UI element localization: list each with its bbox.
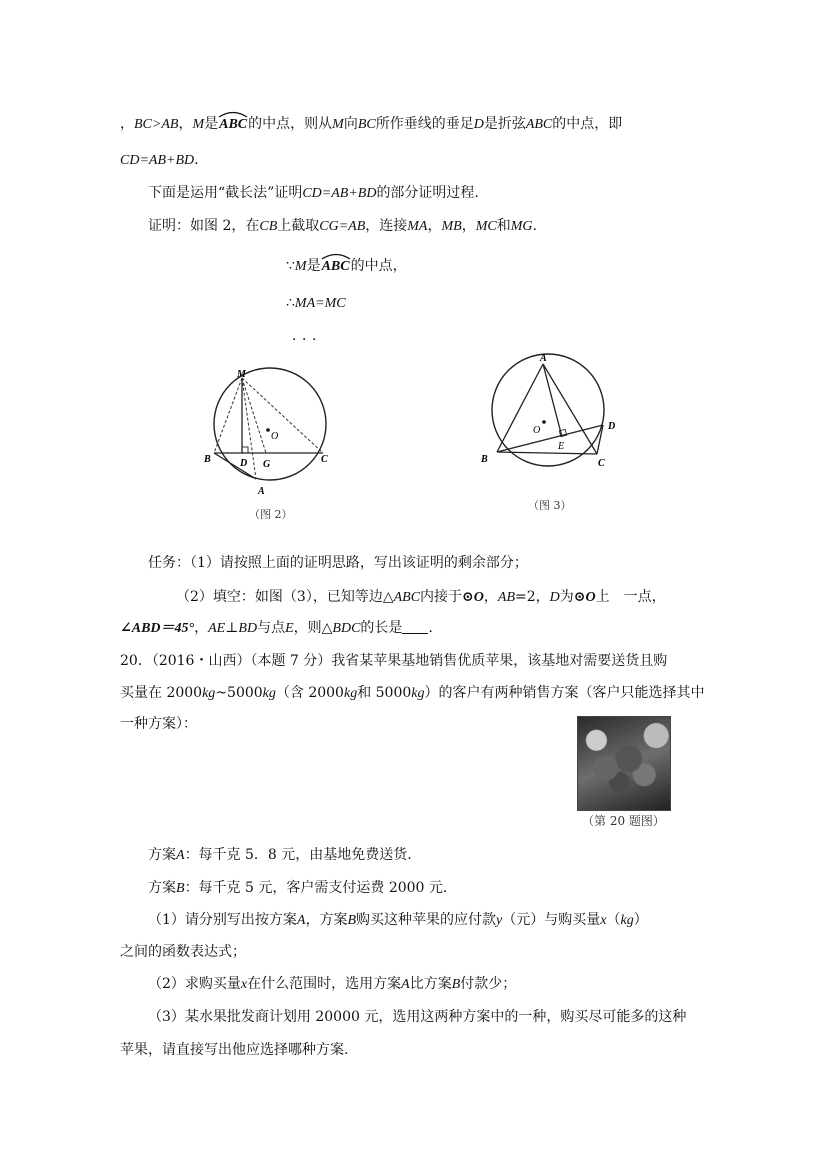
fig2-center-dot xyxy=(266,428,270,432)
fig3-label-o: O xyxy=(533,425,541,436)
math-b: B xyxy=(347,913,357,928)
fig3-caption: （图 3） xyxy=(528,499,572,512)
text: =2， xyxy=(515,589,550,605)
text: 下面是运用“截长法”证明 xyxy=(148,185,303,201)
text: . xyxy=(532,218,537,234)
unit-kg: kg xyxy=(202,686,216,701)
plan-a xyxy=(148,845,412,866)
text: （3）某水果批发商计划用 20000 元，选用这两种方案中的一种，购买尽可能多的这种 xyxy=(148,1009,687,1025)
math-ma-eq-mc: MA=MC xyxy=(294,296,346,311)
figure-3 xyxy=(474,350,624,475)
fig2-label-o: O xyxy=(271,431,279,442)
text: ，方案 xyxy=(305,912,348,928)
math-x: x xyxy=(240,977,248,992)
text: （含 2000 xyxy=(275,685,344,701)
math-cg: CG=AB xyxy=(319,219,366,234)
math-ab: AB xyxy=(497,590,515,605)
text: 的中点，即 xyxy=(552,116,623,132)
text: ， xyxy=(483,589,498,605)
text: ， xyxy=(461,218,476,234)
fig3-label-e: E xyxy=(558,441,565,452)
text: 是 xyxy=(306,258,321,274)
text: 付款少； xyxy=(460,976,517,992)
q1-line-1 xyxy=(148,910,648,931)
text: ~5000 xyxy=(215,685,263,701)
ellipsis: ．．． xyxy=(292,328,329,344)
math-a: A xyxy=(176,848,185,863)
text: 向 xyxy=(343,116,358,132)
text: 的中点， xyxy=(350,258,407,274)
text: （2）求购买量 xyxy=(148,976,241,992)
arc-abc-text: ABC xyxy=(219,117,248,132)
arc-abc xyxy=(321,257,351,277)
math-b: B xyxy=(176,881,185,896)
q3-line-2 xyxy=(120,1040,348,1060)
text: 任务：（1）请按照上面的证明思路，写出该证明的剩余部分； xyxy=(148,555,528,571)
fig3-center-dot xyxy=(542,420,546,424)
text: ，则△ xyxy=(293,620,333,636)
figure-2 xyxy=(196,364,346,499)
text: 方案 xyxy=(148,880,176,896)
q1-line-2 xyxy=(120,942,246,962)
text: 一种方案）： xyxy=(120,716,197,732)
text: 与点 xyxy=(257,620,286,636)
fig3-label-d: D xyxy=(608,421,616,432)
text: . xyxy=(194,152,199,168)
arc-abc-text: ABC xyxy=(321,259,350,274)
q2-line xyxy=(148,974,516,995)
fig3-label-b: B xyxy=(481,454,488,465)
math-cb: CB xyxy=(259,219,278,234)
math-m: M xyxy=(294,259,307,274)
math-mc: MC xyxy=(475,219,497,234)
text: 是折弦 xyxy=(483,116,526,132)
proof-ellipsis xyxy=(292,326,329,346)
text: 的长是 xyxy=(360,620,403,636)
text: ， xyxy=(194,620,209,636)
text: 为 xyxy=(559,589,574,605)
math-bc-gt-ab: BC>AB xyxy=(134,117,179,132)
circle-o-symbol: ⊙O xyxy=(462,590,484,605)
fig3-ae xyxy=(543,364,562,437)
unit-kg: kg xyxy=(411,686,425,701)
text: 内接于 xyxy=(420,589,463,605)
fig2-right-angle xyxy=(242,447,248,453)
fig2-label-a: A xyxy=(258,486,265,497)
math-mg: MG xyxy=(510,219,533,234)
text: （ xyxy=(606,912,621,928)
text: . xyxy=(428,620,433,636)
math-a: A xyxy=(296,913,306,928)
text: ：每千克 5．8 元，由基地免费送货. xyxy=(184,847,412,863)
plan-b xyxy=(148,878,447,899)
arc-abc xyxy=(218,115,248,135)
text: 上截取 xyxy=(277,218,320,234)
unit-kg: kg xyxy=(262,686,276,701)
fig3-ac xyxy=(543,364,597,454)
math-ae: AE xyxy=(208,621,226,636)
text: ）的客户有两种销售方案（客户只能选择其中 xyxy=(424,685,705,701)
text: 和 xyxy=(496,218,511,234)
math-e: E xyxy=(285,621,294,636)
photo-caption: （第 20 题图） xyxy=(582,814,665,828)
therefore-symbol: ∴ xyxy=(286,295,295,311)
math-d: D xyxy=(549,590,560,605)
proof-because xyxy=(286,256,407,277)
math-angle-abd: ∠ABD＝45° xyxy=(120,621,195,636)
intro-line-2 xyxy=(120,150,199,171)
math-y: y xyxy=(496,913,503,928)
perp-symbol: ⊥ xyxy=(225,620,239,636)
text: （2）填空：如图（3），已知等边△ xyxy=(176,589,394,605)
text: 方案 xyxy=(148,847,176,863)
task-line-2 xyxy=(176,587,666,608)
text: ） xyxy=(633,912,648,928)
unit-kg: kg xyxy=(620,913,634,928)
math-bdc: BDC xyxy=(332,621,361,636)
text: 买量在 2000 xyxy=(120,685,203,701)
math-m: M xyxy=(192,117,205,132)
fig3-label-a: A xyxy=(540,353,547,364)
text: 的部分证明过程. xyxy=(376,185,479,201)
math-bc: BC xyxy=(357,117,376,132)
circle-o-symbol: ⊙O xyxy=(573,590,596,605)
math-mb: MB xyxy=(441,219,462,234)
fig2-label-d: D xyxy=(240,458,248,469)
fig2-label-m: M xyxy=(237,369,246,380)
q20-line-1 xyxy=(120,651,667,671)
fig2-mc xyxy=(242,378,323,453)
text: 之间的函数表达式； xyxy=(120,944,246,960)
text: 的中点，则从 xyxy=(248,116,333,132)
q20-line-3 xyxy=(120,714,197,734)
math-b: B xyxy=(451,977,461,992)
text: 20．（2016・山西）（本题 7 分）我省某苹果基地销售优质苹果，该基地对需要送货且购 xyxy=(120,653,668,669)
math-ma: MA xyxy=(407,219,428,234)
fig2-caption: （图 2） xyxy=(249,508,293,521)
task-line-1 xyxy=(148,553,528,573)
text: 证明：如图 2，在 xyxy=(148,218,260,234)
fig3-ab xyxy=(497,364,543,452)
math-abc: ABC xyxy=(525,117,553,132)
math-bd: BD xyxy=(238,621,258,636)
text: （元）与购买量 xyxy=(502,912,601,928)
because-symbol: ∵ xyxy=(286,258,295,274)
math-cd-eq: CD=AB+BD xyxy=(302,186,377,201)
fig2-mb xyxy=(214,378,242,453)
answer-blank xyxy=(402,619,428,634)
proof-line-1 xyxy=(148,216,537,237)
text: ，连接 xyxy=(365,218,408,234)
text: 上 一点， xyxy=(595,589,666,605)
text: ， xyxy=(178,116,193,132)
math-abc: ABC xyxy=(393,590,421,605)
q20-line-2 xyxy=(120,683,705,704)
fig2-ab xyxy=(214,453,256,479)
proof-therefore xyxy=(286,293,346,314)
fig3-label-c: C xyxy=(598,458,605,469)
text: 比方案 xyxy=(409,976,452,992)
fig2-label-c: C xyxy=(321,454,328,465)
apple-photo xyxy=(577,716,671,811)
unit-kg: kg xyxy=(343,686,358,701)
text: 和 5000 xyxy=(357,685,412,701)
task-line-3 xyxy=(120,618,433,639)
fig2-label-b: B xyxy=(204,454,211,465)
text: ， xyxy=(120,116,134,132)
math-m: M xyxy=(332,117,344,132)
intro-line-1 xyxy=(120,114,622,135)
text: 在什么范围时，选用方案 xyxy=(247,976,402,992)
text: ：每千克 5 元，客户需支付运费 2000 元. xyxy=(184,880,448,896)
method-line xyxy=(148,183,479,204)
math-cd-eq: CD=AB+BD xyxy=(120,153,195,168)
text: 所作垂线的垂足 xyxy=(375,116,474,132)
math-d: D xyxy=(473,117,484,132)
fig2-label-g: G xyxy=(263,459,271,470)
q3-line-1 xyxy=(148,1007,686,1027)
math-a: A xyxy=(401,977,410,992)
text: 苹果，请直接写出他应选择哪种方案. xyxy=(120,1042,349,1058)
text: 是 xyxy=(204,116,219,132)
text: （1）请分别写出按方案 xyxy=(148,912,297,928)
text: ， xyxy=(427,218,442,234)
text: 购买这种苹果的应付款 xyxy=(356,912,497,928)
math-x: x xyxy=(600,913,607,928)
